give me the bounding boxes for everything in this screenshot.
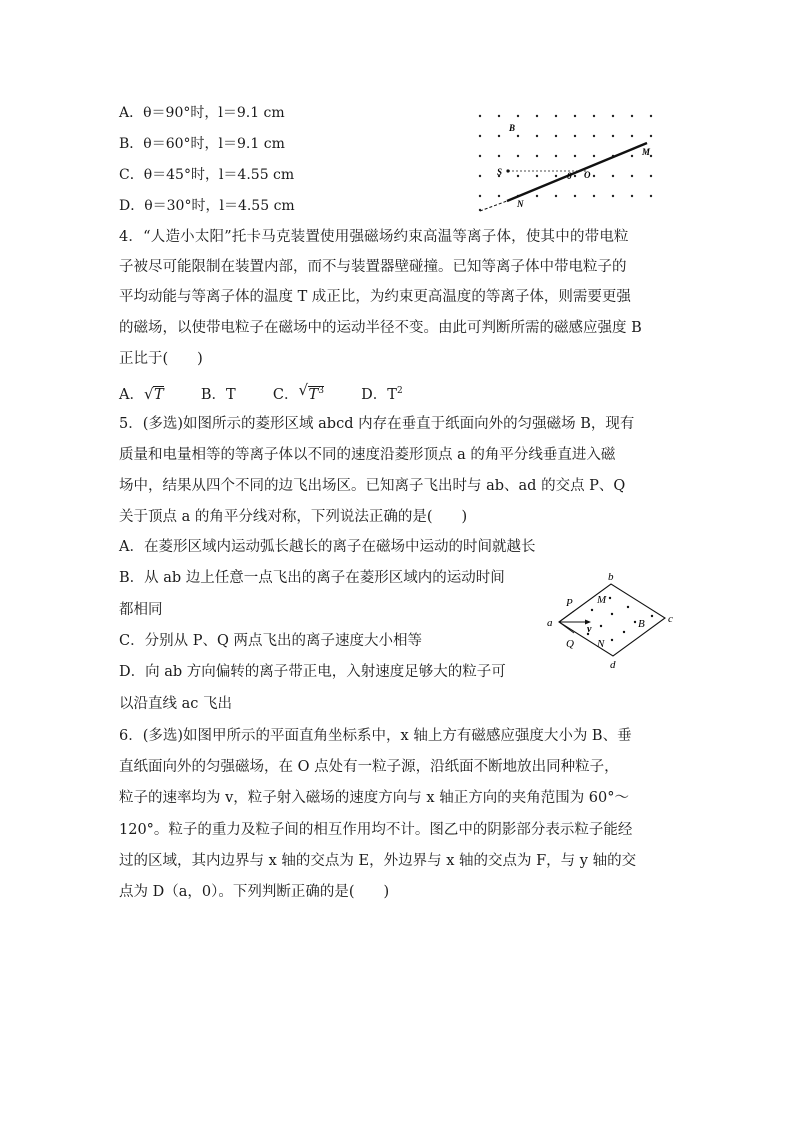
q5-option-d-line-1: D．向 ab 方向偏转的离子带正电，入射速度足够大的粒子可 bbox=[119, 664, 506, 680]
field-dot bbox=[631, 115, 633, 117]
field-dot bbox=[555, 115, 557, 117]
field-dot bbox=[650, 135, 652, 137]
q5-option-c: C．分别从 P、Q 两点飞出的离子速度大小相等 bbox=[119, 633, 422, 649]
q5-label-m: M bbox=[597, 594, 607, 606]
field-dot bbox=[612, 135, 614, 137]
field-dot bbox=[555, 155, 557, 157]
field-dot bbox=[498, 155, 500, 157]
q4-option-d: D．$T^2$ bbox=[361, 386, 403, 403]
field-dot bbox=[498, 195, 500, 197]
field-dot bbox=[593, 135, 595, 137]
q5-label-n: N bbox=[597, 638, 605, 650]
q3-option-b: B．θ＝60°时，l＝9.1 cm bbox=[119, 136, 285, 152]
q3-option-c: C．θ＝45°时，l＝4.55 cm bbox=[119, 167, 295, 183]
field-dot bbox=[631, 175, 633, 177]
q4-option-b: B．T bbox=[200, 387, 236, 403]
q5-stem-line-2: 质量和电量相等的等离子体以不同的速度沿菱形顶点 a 的角平分线垂直进入磁 bbox=[119, 447, 616, 463]
q6-stem-line-5: 过的区域，其内边界与 x 轴的交点为 E，外边界与 x 轴的交点为 F，与 y 轴的交 bbox=[119, 853, 637, 869]
q4-option-a: A．√ T bbox=[119, 387, 164, 403]
q5-option-b-line-1: B．从 ab 边上任意一点飞出的离子在菱形区域内的运动时间 bbox=[119, 570, 505, 586]
field-dot bbox=[650, 175, 652, 177]
q3-point-s bbox=[506, 169, 509, 172]
field-dot bbox=[517, 155, 519, 157]
q4-stem-line-4: 的磁场，以使带电粒子在磁场中的运动半径不变。由此可判断所需的磁感应强度 B bbox=[119, 320, 642, 336]
field-dot bbox=[574, 155, 576, 157]
field-dot bbox=[479, 115, 481, 117]
q3-field-dots bbox=[479, 115, 652, 211]
q3-label-b: B bbox=[509, 123, 516, 133]
q4-stem-line-2: 子被尽可能限制在装置内部，而不与装置器壁碰撞。已知等离子体中带电粒子的 bbox=[119, 259, 627, 275]
q6-stem-line-4: 120°。粒子的重力及粒子间的相互作用均不计。图乙中的阴影部分表示粒子能经 bbox=[119, 822, 633, 838]
field-dot bbox=[574, 195, 576, 197]
q3-plate-line bbox=[507, 143, 647, 201]
field-dot bbox=[612, 115, 614, 117]
q5-path-p bbox=[559, 611, 574, 622]
field-dot bbox=[479, 175, 481, 177]
field-dot bbox=[631, 155, 633, 157]
field-dot bbox=[517, 115, 519, 117]
field-dot bbox=[536, 155, 538, 157]
q5-option-a: A．在菱形区域内运动弧长越长的离子在磁场中运动的时间就越长 bbox=[119, 539, 536, 555]
q5-option-d-line-2: 以沿直线 ac 飞出 bbox=[119, 696, 232, 712]
q5-path-q bbox=[559, 622, 574, 633]
q3-option-d: D．θ＝30°时，l＝4.55 cm bbox=[119, 198, 295, 214]
field-dot bbox=[517, 135, 519, 137]
q3-option-a: A．θ＝90°时，l＝9.1 cm bbox=[119, 105, 285, 121]
q5-label-c: c bbox=[668, 613, 673, 625]
field-dot bbox=[479, 195, 481, 197]
q3-label-m: M bbox=[642, 147, 651, 157]
q4-stem-line-5: 正比于( ) bbox=[119, 351, 203, 367]
field-dot bbox=[650, 155, 652, 157]
field-dot bbox=[536, 175, 538, 177]
field-dot bbox=[536, 115, 538, 117]
q5-label-v: v bbox=[587, 624, 592, 635]
q4-stem-line-3: 平均动能与等离子体的温度 T 成正比，为约束更高温度的等离子体，则需要更强 bbox=[119, 289, 631, 305]
field-dot bbox=[498, 115, 500, 117]
q3-label-theta: θ bbox=[567, 171, 572, 181]
field-dot bbox=[631, 135, 633, 137]
field-dot bbox=[479, 155, 481, 157]
field-dot bbox=[593, 115, 595, 117]
field-dot bbox=[631, 195, 633, 197]
q3-label-s: S bbox=[497, 167, 503, 177]
q5-stem-line-3: 场中，结果从四个不同的边飞出场区。已知离子飞出时与 ab、ad 的交点 P、Q bbox=[119, 478, 626, 494]
field-dot bbox=[574, 115, 576, 117]
q5-label-q: Q bbox=[566, 638, 574, 650]
field-dot bbox=[536, 135, 538, 137]
q3-label-o: O bbox=[584, 170, 591, 180]
q5-label-p: P bbox=[566, 597, 573, 609]
q3-figure bbox=[475, 108, 665, 218]
field-dot bbox=[650, 195, 652, 197]
q6-stem-line-3: 粒子的速率均为 v，粒子射入磁场的速度方向与 x 轴正方向的夹角范围为 60°～ bbox=[119, 790, 630, 806]
q5-label-b: b bbox=[608, 571, 614, 583]
field-dot bbox=[498, 135, 500, 137]
q5-stem-line-1: 5．(多选)如图所示的菱形区域 abcd 内存在垂直于纸面向外的匀强磁场 B，现有 bbox=[119, 416, 635, 432]
field-dot bbox=[555, 195, 557, 197]
field-dot bbox=[612, 195, 614, 197]
q5-label-a: a bbox=[547, 617, 553, 629]
field-dot bbox=[555, 135, 557, 137]
q6-stem-line-1: 6．(多选)如图甲所示的平面直角坐标系中，x 轴上方有磁感应强度大小为 B、垂 bbox=[119, 728, 632, 744]
q5-label-d: d bbox=[610, 659, 616, 671]
field-dot bbox=[593, 155, 595, 157]
field-dot bbox=[593, 195, 595, 197]
q4-option-c: C．√ $T^3$ bbox=[273, 387, 324, 403]
field-dot bbox=[517, 175, 519, 177]
field-dot bbox=[555, 175, 557, 177]
q3-label-n: N bbox=[517, 199, 524, 209]
q6-stem-line-2: 直纸面向外的匀强磁场，在 O 点处有一粒子源，沿纸面不断地放出同种粒子， bbox=[119, 759, 619, 775]
q3-line-dashed bbox=[480, 201, 507, 211]
field-dot bbox=[593, 175, 595, 177]
field-dot bbox=[612, 175, 614, 177]
q5-label-bfield: B bbox=[638, 618, 645, 630]
q5-option-b-line-2: 都相同 bbox=[119, 602, 163, 618]
q5-rhombus bbox=[559, 584, 665, 656]
q4-stem-line-1: 4．“人造小太阳”托卡马克装置使用强磁场约束高温等离子体，使其中的带电粒 bbox=[119, 229, 629, 245]
field-dot bbox=[536, 195, 538, 197]
q5-stem-line-4: 关于顶点 a 的角平分线对称，下列说法正确的是( ) bbox=[119, 509, 468, 525]
q6-stem-line-6: 点为 D（a，0）。下列判断正确的是( ) bbox=[119, 884, 390, 900]
field-dot bbox=[574, 135, 576, 137]
q5-figure bbox=[540, 570, 685, 675]
field-dot bbox=[650, 115, 652, 117]
field-dot bbox=[574, 175, 576, 177]
q4-options bbox=[119, 381, 403, 405]
field-dot bbox=[479, 135, 481, 137]
